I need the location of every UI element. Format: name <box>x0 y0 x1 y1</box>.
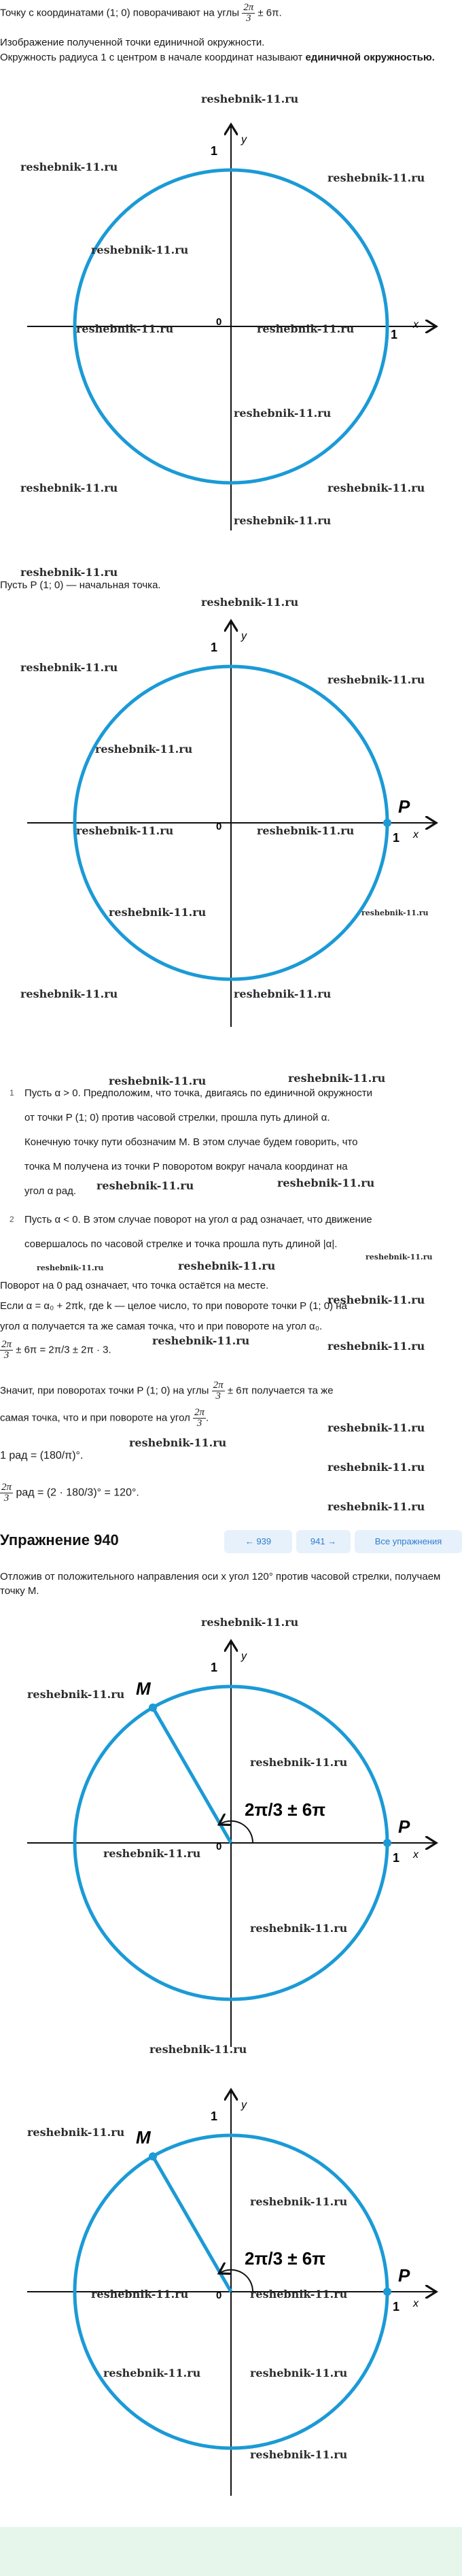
watermark: reshebnik-11.ru <box>250 1922 348 1935</box>
conclusion-line-2: самая точка, что и при повороте на угол $\frac{2\pi}{3}$ . <box>0 1407 209 1429</box>
watermark: reshebnik-11.ru <box>288 1072 386 1085</box>
watermark: reshebnik-11.ru <box>129 1436 227 1449</box>
svg-text:1: 1 <box>393 2300 400 2314</box>
watermark: reshebnik-11.ru <box>234 987 332 1000</box>
svg-text:x: x <box>413 829 419 841</box>
periodicity-formula: $\frac{2\pi}{3}$ ± 6π = 2π/3 ± 2π · 3. <box>1 1339 111 1361</box>
watermark: reshebnik-11.ru <box>250 2195 348 2208</box>
svg-text:1: 1 <box>211 1661 218 1674</box>
watermark: reshebnik-11.ru <box>250 1756 348 1769</box>
list-item: Пусть α < 0. В этом случае поворот на угол α рад означает, что движение совершалось по часовой стрелке и точка прошла путь длиной |α|. <box>24 1214 372 1250</box>
radius-to-M <box>153 1708 231 1843</box>
watermark: reshebnik-11.ru <box>20 481 118 494</box>
watermark: reshebnik-11.ru <box>327 1461 425 1474</box>
point-P <box>383 819 391 827</box>
svg-text:y: y <box>241 630 247 642</box>
x-axis-label: x <box>413 319 419 331</box>
watermark: reshebnik-11.ru <box>37 1264 104 1272</box>
bottom-band <box>0 2527 462 2576</box>
watermark: reshebnik-11.ru <box>327 1421 425 1434</box>
watermark: reshebnik-11.ru <box>20 160 118 173</box>
svg-text:x: x <box>413 1849 419 1861</box>
svg-text:0: 0 <box>216 2290 222 2301</box>
watermark: reshebnik-11.ru <box>257 824 355 837</box>
unit-circle-diagram-3 <box>0 1612 462 2074</box>
watermark: reshebnik-11.ru <box>76 824 174 837</box>
watermark: reshebnik-11.ru <box>152 1334 250 1347</box>
watermark: reshebnik-11.ru <box>76 322 174 335</box>
svg-text:1: 1 <box>211 2109 218 2123</box>
angle-label: 2π/3 ± 6π <box>245 1799 326 1820</box>
svg-text:P: P <box>398 1816 410 1837</box>
prev-exercise-button[interactable]: ← 939 <box>224 1530 292 1553</box>
final-text: Отложив от положительного направления оси x угол 120° против часовой стрелки, получаем точку M. <box>0 1571 441 1597</box>
svg-text:0: 0 <box>216 821 222 832</box>
watermark: reshebnik-11.ru <box>327 171 425 184</box>
list-item-number: 1 <box>10 1088 14 1098</box>
definition: Окружность радиуса 1 с центром в начале координат называют единичной окружностью. <box>0 52 435 63</box>
exercise-header <box>0 1523 462 1559</box>
exercise-title: Упражнение 940 <box>0 1531 119 1548</box>
svg-text:P: P <box>398 2265 410 2286</box>
watermark: reshebnik-11.ru <box>234 407 332 420</box>
svg-text:y: y <box>241 1650 247 1662</box>
watermark: reshebnik-11.ru <box>20 987 118 1000</box>
point-M <box>149 1704 157 1712</box>
watermark: reshebnik-11.ru <box>327 1340 425 1353</box>
list-item: Пусть α > 0. Предположим, что точка, двигаясь по единичной окружности от точки P (1; 0) против часовой стрелки, прошла путь длиной α. Конечную точку пути обозначим M. В этом случае будем говорить, что точка M получена из точки P поворотом вокруг начала координат на угол α рад. <box>24 1087 372 1197</box>
watermark: reshebnik-11.ru <box>91 2288 189 2301</box>
radian-line-2: $\frac{2\pi}{3}$ рад = (2 · 180/3)° = 120°. <box>1 1482 139 1504</box>
watermark: reshebnik-11.ru <box>257 322 355 335</box>
svg-text:M: M <box>136 2127 151 2148</box>
watermark: reshebnik-11.ru <box>20 566 118 579</box>
x-tick-one: 1 <box>391 328 398 341</box>
watermark: reshebnik-11.ru <box>201 1616 299 1629</box>
watermark: reshebnik-11.ru <box>96 1179 194 1192</box>
svg-text:y: y <box>241 2099 247 2111</box>
point-M-label: M <box>136 1678 151 1699</box>
svg-text:1: 1 <box>393 1851 400 1865</box>
watermark: reshebnik-11.ru <box>201 596 299 609</box>
definition-bold: единичной окружностью. <box>305 52 435 63</box>
watermark: reshebnik-11.ru <box>109 906 207 919</box>
list-item-number: 2 <box>10 1215 14 1224</box>
watermark: reshebnik-11.ru <box>20 661 118 674</box>
watermark: reshebnik-11.ru <box>277 1176 375 1189</box>
start-point-text: Пусть P (1; 0) — начальная точка. <box>0 579 161 591</box>
point-P-label: P <box>398 796 410 817</box>
watermark: reshebnik-11.ru <box>103 2367 201 2379</box>
watermark: reshebnik-11.ru <box>327 481 425 494</box>
image-caption: Изображение полученной точки единичной окружности. <box>0 37 265 48</box>
svg-text:1: 1 <box>393 831 400 845</box>
watermark: reshebnik-11.ru <box>27 2126 125 2139</box>
watermark: reshebnik-11.ru <box>178 1259 276 1272</box>
watermark: reshebnik-11.ru <box>103 1847 201 1860</box>
watermark: reshebnik-11.ru <box>250 2367 348 2379</box>
y-axis-label: y <box>241 134 247 146</box>
intro-angle-fraction: $\frac{2\pi}{3}$ <box>243 2 254 24</box>
svg-text:x: x <box>413 2298 419 2309</box>
watermark: reshebnik-11.ru <box>95 743 193 756</box>
watermark: reshebnik-11.ru <box>327 673 425 686</box>
svg-text:0: 0 <box>216 1841 222 1852</box>
periodicity-line-2: угол α получается та же самая точка, что и при повороте на угол α₀. <box>0 1321 323 1332</box>
watermark: reshebnik-11.ru <box>327 1293 425 1306</box>
all-exercises-button[interactable]: Все упражнения <box>355 1530 462 1553</box>
next-exercise-button[interactable]: 941 → <box>296 1530 351 1553</box>
watermark: reshebnik-11.ru <box>109 1074 207 1087</box>
svg-text:2π/3 ± 6π: 2π/3 ± 6π <box>245 2248 326 2269</box>
radian-line-1: 1 рад = (180/π)°. <box>0 1450 84 1461</box>
watermark: reshebnik-11.ru <box>91 243 189 256</box>
watermark: reshebnik-11.ru <box>250 2288 348 2301</box>
watermark: reshebnik-11.ru <box>201 92 299 105</box>
origin-label: 0 <box>216 316 222 328</box>
svg-text:1: 1 <box>211 641 218 654</box>
intro-text-after: ± 6π. <box>257 7 282 19</box>
conclusion-line-1: Значит, при поворотах точки P (1; 0) на углы $\frac{2\pi}{3}$ ± 6π получается та же <box>0 1380 334 1402</box>
intro-line <box>0 3 282 24</box>
point-P <box>383 1839 391 1847</box>
intro-text: Точку с координатами (1; 0) поворачивают на углы <box>0 7 240 19</box>
watermark: reshebnik-11.ru <box>361 909 429 917</box>
y-tick-one: 1 <box>211 144 218 158</box>
watermark: reshebnik-11.ru <box>234 514 332 527</box>
watermark: reshebnik-11.ru <box>27 1688 125 1701</box>
zero-rotation-text: Поворот на 0 рад означает, что точка остаётся на месте. <box>0 1280 269 1291</box>
watermark: reshebnik-11.ru <box>327 1500 425 1513</box>
periodicity-line-1: Если α = α₀ + 2πk, где k — целое число, то при повороте точки P (1; 0) на <box>0 1300 347 1312</box>
watermark: reshebnik-11.ru <box>250 2448 348 2461</box>
watermark: reshebnik-11.ru <box>149 2043 247 2056</box>
watermark: reshebnik-11.ru <box>366 1253 433 1261</box>
